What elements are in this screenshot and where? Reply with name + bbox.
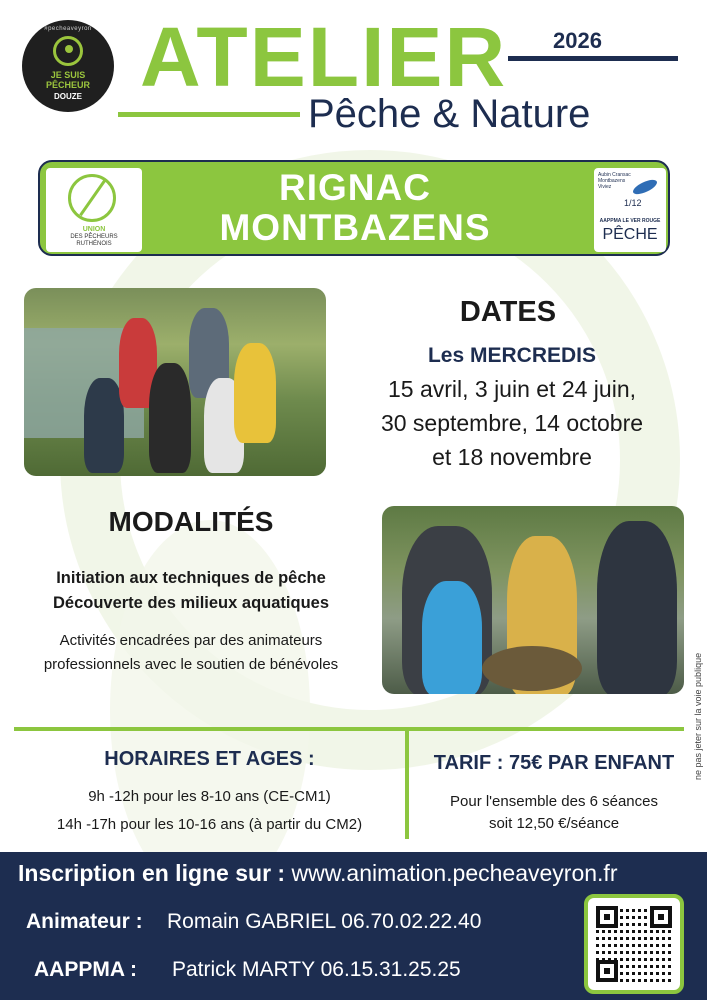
- banner-line2: MONTBAZENS: [219, 207, 491, 248]
- tarif-line-2: soit 12,50 €/séance: [488, 815, 620, 832]
- dates-subtitle: Les MERCREDIS: [427, 344, 597, 367]
- union-pecheurs-logo: [46, 168, 142, 252]
- side-note: ne pas jeter sur la voie publique: [693, 652, 703, 780]
- aappma-peche: PÊCHE: [602, 226, 658, 243]
- tarif-title: TARIF : 75€ PAR ENFANT: [433, 752, 675, 774]
- logo-line1: JE SUIS: [50, 70, 86, 80]
- aappma-logo: [594, 168, 666, 252]
- child-figure: [597, 521, 677, 694]
- fish-net: [482, 646, 582, 691]
- aappma-contact: Patrick MARTY 06.15.31.25.25: [172, 958, 461, 981]
- fish-icon: [53, 36, 83, 66]
- year: 2026: [553, 28, 602, 53]
- logo-line2: PÊCHEUR: [45, 80, 90, 90]
- qr-code[interactable]: [584, 894, 684, 994]
- child-figure: [422, 581, 482, 694]
- title-underline: [118, 112, 300, 117]
- page-title: ATELIER: [140, 10, 508, 104]
- modalites-line-2: professionnels avec le soutien de bénévoles: [43, 656, 339, 673]
- horaires-line-2: 14h -17h pour les 10-16 ans (à partir du CM2): [56, 816, 363, 833]
- union-logo-line2: DES PÊCHEURS: [70, 234, 118, 240]
- dates-title: DATES: [459, 296, 557, 328]
- qr-finder: [596, 906, 618, 928]
- modalites-bold-line-2: Découverte des milieux aquatiques: [52, 594, 329, 612]
- child-figure: [234, 343, 276, 443]
- dates-line-1: 15 avril, 3 juin et 24 juin,: [387, 376, 637, 402]
- fishing-photo-kids: [382, 506, 684, 694]
- dates-line-2: 30 septembre, 14 octobre: [380, 410, 644, 436]
- vertical-divider: [405, 731, 409, 839]
- qr-code-icon: [596, 906, 672, 982]
- animateur-label: Animateur :: [26, 910, 143, 933]
- fish-icon: [631, 177, 659, 197]
- aappma-name: AAPPMA LE VER ROUGE: [599, 218, 661, 224]
- animateur-contact: Romain GABRIEL 06.70.02.22.40: [167, 910, 482, 933]
- inscription-label: Inscription en ligne sur :: [18, 860, 286, 886]
- logo-line3: DOUZE: [54, 92, 82, 101]
- union-emblem-icon: [68, 174, 116, 222]
- horaires-line-1: 9h -12h pour les 8-10 ans (CE-CM1): [88, 788, 331, 805]
- inscription: [18, 860, 617, 887]
- tarif-line-1: Pour l'ensemble des 6 séances: [450, 793, 658, 810]
- aappma-label: AAPPMA :: [34, 958, 138, 981]
- banner-location: [170, 168, 540, 248]
- page-subtitle: Pêche & Nature: [308, 92, 591, 136]
- banner-line1: RIGNAC: [279, 167, 431, 208]
- aappma-number: 1/12: [624, 198, 642, 208]
- year-underline: [508, 56, 678, 61]
- child-figure: [84, 378, 124, 473]
- modalites-title: MODALITÉS: [108, 506, 274, 537]
- inscription-url[interactable]: www.animation.pecheaveyron.fr: [291, 860, 618, 886]
- logo-arc-text: #pecheaveyron: [44, 26, 92, 32]
- dates-line-3: et 18 novembre: [432, 444, 592, 470]
- modalites-line-1: Activités encadrées par des animateurs: [59, 632, 323, 649]
- qr-finder: [650, 906, 672, 928]
- horaires-title: HORAIRES ET AGES :: [104, 748, 315, 770]
- modalites-bold-line-1: Initiation aux techniques de pêche: [56, 569, 326, 587]
- section-divider: [14, 727, 684, 731]
- child-figure: [149, 363, 191, 473]
- aappma-towns: Aubin Cransac Montbazens Viviez: [598, 172, 631, 190]
- union-logo-line1: UNION: [82, 226, 106, 233]
- pecheur-logo: [22, 20, 114, 112]
- footer: [0, 852, 707, 1000]
- location-banner: [38, 160, 670, 256]
- qr-finder: [596, 960, 618, 982]
- group-photo-kids: [24, 288, 326, 476]
- union-logo-line3: RUTHÉNOIS: [76, 241, 112, 247]
